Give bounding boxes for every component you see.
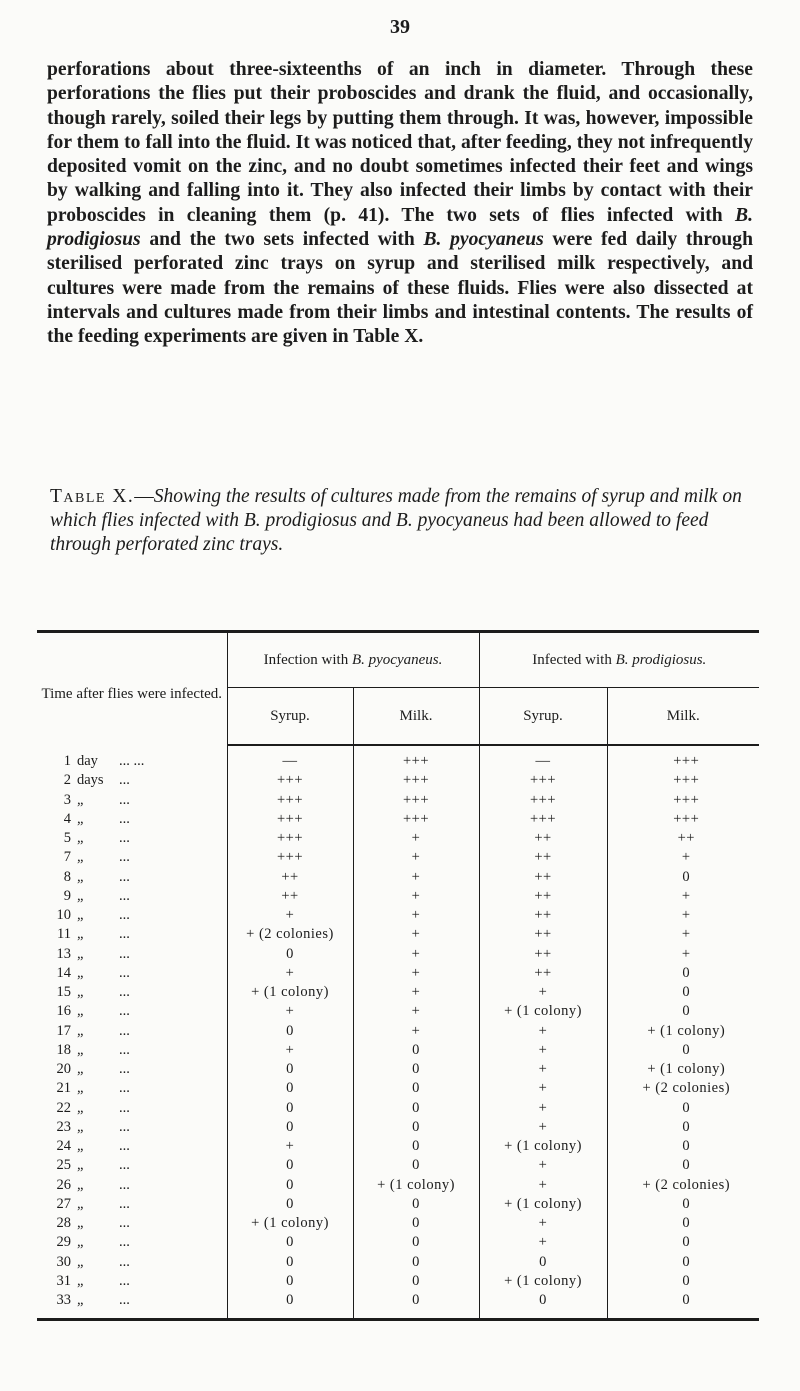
table-row (37, 1214, 759, 1233)
syrup-column-header: Syrup. (227, 688, 353, 746)
time-number: 33 (56, 1292, 71, 1308)
prodigiosus-syrup-cell: + (479, 1079, 607, 1098)
prodigiosus-milk-cell: 0 (607, 1214, 759, 1233)
pyocyaneus-milk-cell: + (353, 829, 479, 848)
time-unit: „ (77, 1080, 84, 1097)
table-row (37, 1156, 759, 1175)
time-cell (37, 964, 227, 983)
time-cell (37, 791, 227, 810)
prodigiosus-syrup-cell: ++ (479, 925, 607, 944)
prodigiosus-syrup-cell: + (1 colony) (479, 1137, 607, 1156)
pyocyaneus-milk-cell: 0 (353, 1137, 479, 1156)
table-row (37, 745, 759, 771)
time-number: 3 (63, 791, 71, 808)
prodigiosus-syrup-cell: +++ (479, 810, 607, 829)
pyocyaneus-syrup-cell: +++ (227, 810, 353, 829)
table-caption (50, 485, 755, 557)
prodigiosus-syrup-cell: + (1 colony) (479, 1002, 607, 1021)
prodigiosus-milk-cell: + (2 colonies) (607, 1176, 759, 1195)
prodigiosus-milk-cell: 0 (607, 1041, 759, 1060)
prodigiosus-milk-cell: + (607, 887, 759, 906)
species-name: B. pyocyaneus (423, 229, 544, 251)
results-table (37, 630, 759, 1321)
leader-dots: ... (119, 964, 130, 981)
prodigiosus-milk-cell: 0 (607, 983, 759, 1002)
time-number: 30 (56, 1253, 71, 1270)
table-row (37, 771, 759, 790)
time-number: 1 (63, 752, 71, 769)
table-row (37, 791, 759, 810)
prodigiosus-syrup-cell: + (479, 1022, 607, 1041)
leader-dots: ... (119, 772, 130, 789)
time-unit: „ (77, 964, 84, 981)
table-row (37, 1060, 759, 1079)
page-number: 39 (390, 16, 410, 38)
prodigiosus-milk-cell: + (607, 925, 759, 944)
leader-dots: ... (119, 849, 130, 866)
time-unit: „ (77, 810, 84, 827)
prodigiosus-syrup-cell: ++ (479, 868, 607, 887)
time-number: 17 (56, 1022, 71, 1039)
prodigiosus-milk-cell: + (607, 945, 759, 964)
paragraph-text-3: were fed daily through sterilised perforated zinc trays on syrup and sterilised milk respectively, and cultures were made from the remains of these fluids. Flies were also dissected at intervals and cultures made from their limbs and intestinal contents. The results of the feeding experiments are given in Table X. (47, 229, 753, 348)
pyocyaneus-syrup-cell: +++ (227, 791, 353, 810)
pyocyaneus-syrup-cell: — (227, 745, 353, 771)
pyocyaneus-syrup-cell: 0 (227, 1156, 353, 1175)
table-row (37, 1291, 759, 1320)
prodigiosus-syrup-cell: + (479, 983, 607, 1002)
time-cell (37, 1118, 227, 1137)
pyocyaneus-syrup-cell: +++ (227, 771, 353, 790)
time-unit: „ (77, 1195, 84, 1212)
prodigiosus-syrup-cell: + (479, 1156, 607, 1175)
pyocyaneus-milk-cell: 0 (353, 1060, 479, 1079)
table-row (37, 906, 759, 925)
pyocyaneus-syrup-cell: + (2 colonies) (227, 925, 353, 944)
prodigiosus-syrup-cell: + (479, 1233, 607, 1252)
prodigiosus-syrup-cell: 0 (479, 1253, 607, 1272)
time-unit: „ (77, 868, 84, 885)
prodigiosus-syrup-cell: ++ (479, 906, 607, 925)
pyocyaneus-milk-cell: 0 (353, 1079, 479, 1098)
leader-dots: ... (119, 791, 130, 808)
pyocyaneus-milk-cell: +++ (353, 745, 479, 771)
time-unit: „ (77, 1157, 84, 1174)
pyocyaneus-syrup-cell: 0 (227, 1233, 353, 1252)
time-number: 20 (56, 1061, 71, 1077)
prodigiosus-milk-cell: ++ (607, 829, 759, 848)
prodigiosus-milk-cell: +++ (607, 791, 759, 810)
time-number: 5 (63, 830, 71, 846)
time-cell (37, 925, 227, 944)
caption-dash: — (134, 486, 154, 507)
prodigiosus-milk-cell: 0 (607, 1253, 759, 1272)
table-row (37, 983, 759, 1002)
time-cell (37, 1022, 227, 1041)
time-unit: „ (77, 1003, 84, 1020)
table-row (37, 1099, 759, 1118)
prodigiosus-milk-cell: 0 (607, 1272, 759, 1291)
time-number: 14 (56, 964, 71, 981)
paragraph-text-1: perforations about three-sixteenths of an inch in diameter. Through these perforations the flies put their proboscides and drank the fluid, and occasionally, though rarely, soiled their legs by putting them through. It was, however, impossible for them to fall into the fluid. It was noticed that, after feeding, they not infrequently deposited vomit on the zinc, and no doubt sometimes infected their feet and wings by walking and falling into it. They also infected their limbs by contact with their proboscides in cleaning them (p. 41). The two sets of flies infected with (47, 59, 753, 226)
time-unit: „ (77, 1022, 84, 1039)
time-number: 26 (56, 1176, 71, 1193)
leader-dots: ... (119, 1292, 130, 1308)
time-number: 21 (56, 1080, 71, 1097)
time-cell (37, 745, 227, 771)
pyocyaneus-syrup-cell: 0 (227, 1195, 353, 1214)
leader-dots: ... (119, 1272, 130, 1289)
group-header-species: B. pyocyaneus. (351, 651, 443, 668)
leader-dots: ... (119, 1061, 130, 1077)
leader-dots: ... (119, 945, 130, 962)
time-cell (37, 1041, 227, 1060)
leader-dots: ... (119, 1215, 130, 1231)
pyocyaneus-milk-cell: +++ (353, 771, 479, 790)
time-unit: „ (77, 926, 84, 943)
species-name: B. prodigiosus (47, 204, 753, 251)
prodigiosus-syrup-cell: + (479, 1214, 607, 1233)
time-number: 8 (63, 868, 71, 885)
table-label: Table X. (50, 486, 135, 507)
table-row (37, 1253, 759, 1272)
time-unit: „ (77, 830, 84, 846)
prodigiosus-milk-cell: + (607, 906, 759, 925)
prodigiosus-syrup-cell: + (479, 1041, 607, 1060)
time-number: 31 (56, 1272, 71, 1289)
table-row (37, 1176, 759, 1195)
time-number: 23 (56, 1118, 71, 1135)
leader-dots: ... (119, 1003, 130, 1020)
time-number: 4 (63, 810, 71, 827)
pyocyaneus-milk-cell: 0 (353, 1214, 479, 1233)
prodigiosus-milk-cell: 0 (607, 1118, 759, 1137)
table-row (37, 1233, 759, 1252)
prodigiosus-syrup-cell: ++ (479, 964, 607, 983)
table-row (37, 1272, 759, 1291)
prodigiosus-syrup-cell: + (479, 1099, 607, 1118)
leader-dots: ... (119, 1022, 130, 1039)
pyocyaneus-syrup-cell: + (227, 1041, 353, 1060)
group-header-prefix: Infection with (263, 651, 352, 668)
pyocyaneus-milk-cell: + (1 colony) (353, 1176, 479, 1195)
time-cell (37, 1060, 227, 1079)
pyocyaneus-syrup-cell: ++ (227, 868, 353, 887)
prodigiosus-syrup-cell: — (479, 745, 607, 771)
pyocyaneus-syrup-cell: 0 (227, 1176, 353, 1195)
leader-dots: ... (119, 1157, 130, 1174)
pyocyaneus-syrup-cell: + (227, 964, 353, 983)
pyocyaneus-milk-cell: + (353, 848, 479, 867)
time-cell (37, 771, 227, 790)
pyocyaneus-milk-cell: + (353, 945, 479, 964)
pyocyaneus-milk-cell: 0 (353, 1253, 479, 1272)
prodigiosus-milk-cell: +++ (607, 810, 759, 829)
pyocyaneus-syrup-cell: ++ (227, 887, 353, 906)
prodigiosus-syrup-cell: + (1 colony) (479, 1195, 607, 1214)
leader-dots: ... (119, 926, 130, 943)
pyocyaneus-syrup-cell: + (1 colony) (227, 983, 353, 1002)
time-cell (37, 906, 227, 925)
time-cell (37, 1002, 227, 1021)
leader-dots: ... (119, 1138, 130, 1154)
leader-dots: ... (119, 1080, 130, 1097)
time-cell (37, 983, 227, 1002)
prodigiosus-milk-cell: +++ (607, 745, 759, 771)
time-number: 28 (56, 1215, 71, 1231)
pyocyaneus-syrup-cell: +++ (227, 829, 353, 848)
prodigiosus-syrup-cell: ++ (479, 887, 607, 906)
prodigiosus-syrup-cell: + (479, 1118, 607, 1137)
pyocyaneus-milk-cell: + (353, 983, 479, 1002)
time-unit: days (77, 772, 104, 789)
time-cell (37, 810, 227, 829)
time-cell (37, 1291, 227, 1320)
time-unit: „ (77, 1176, 84, 1193)
time-unit: „ (77, 1253, 84, 1270)
time-unit: „ (77, 984, 84, 1000)
prodigiosus-group-header (479, 632, 759, 688)
time-cell (37, 848, 227, 867)
leader-dots: ... (119, 1041, 130, 1058)
body-paragraph (47, 58, 753, 350)
time-number: 15 (56, 984, 71, 1000)
leader-dots: ... (119, 1234, 130, 1251)
table-row (37, 829, 759, 848)
time-unit: day (77, 752, 98, 769)
time-cell (37, 1195, 227, 1214)
leader-dots: ... ... (119, 752, 145, 769)
time-unit: „ (77, 945, 84, 962)
pyocyaneus-milk-cell: + (353, 964, 479, 983)
prodigiosus-milk-cell: 0 (607, 1195, 759, 1214)
caption-text: Showing the results of cultures made from the remains of syrup and milk on which flies infected with B. prodigiosus and B. pyocyaneus had been allowed to feed through perforated zinc trays. (50, 486, 742, 555)
time-unit: „ (77, 1234, 84, 1251)
milk-column-header: Milk. (353, 688, 479, 746)
milk-column-header: Milk. (607, 688, 759, 746)
prodigiosus-syrup-cell: +++ (479, 791, 607, 810)
table-row (37, 1079, 759, 1098)
prodigiosus-milk-cell: 0 (607, 1233, 759, 1252)
time-cell (37, 945, 227, 964)
prodigiosus-milk-cell: 0 (607, 868, 759, 887)
syrup-column-header: Syrup. (479, 688, 607, 746)
time-number: 22 (56, 1099, 71, 1116)
time-cell (37, 1272, 227, 1291)
table-row (37, 945, 759, 964)
time-number: 18 (56, 1041, 71, 1058)
leader-dots: ... (119, 907, 130, 923)
pyocyaneus-milk-cell: +++ (353, 791, 479, 810)
time-number: 11 (57, 926, 71, 943)
leader-dots: ... (119, 984, 130, 1000)
prodigiosus-milk-cell: + (607, 848, 759, 867)
leader-dots: ... (119, 1195, 130, 1212)
pyocyaneus-syrup-cell: + (227, 906, 353, 925)
time-cell (37, 868, 227, 887)
time-cell (37, 1176, 227, 1195)
table-row (37, 1137, 759, 1156)
pyocyaneus-syrup-cell: 0 (227, 1272, 353, 1291)
leader-dots: ... (119, 1176, 130, 1193)
time-unit: „ (77, 1272, 84, 1289)
table-row (37, 1022, 759, 1041)
table-body (37, 745, 759, 1320)
pyocyaneus-syrup-cell: + (1 colony) (227, 1214, 353, 1233)
time-number: 29 (56, 1234, 71, 1251)
time-cell (37, 1233, 227, 1252)
pyocyaneus-syrup-cell: 0 (227, 1253, 353, 1272)
time-number: 10 (56, 907, 71, 923)
table-row (37, 810, 759, 829)
pyocyaneus-milk-cell: + (353, 887, 479, 906)
prodigiosus-milk-cell: + (1 colony) (607, 1060, 759, 1079)
pyocyaneus-milk-cell: 0 (353, 1156, 479, 1175)
prodigiosus-syrup-cell: ++ (479, 945, 607, 964)
time-number: 27 (56, 1195, 71, 1212)
prodigiosus-milk-cell: + (2 colonies) (607, 1079, 759, 1098)
table-row (37, 1002, 759, 1021)
time-column-header: Time after flies were infected. (41, 686, 223, 702)
time-cell (37, 1099, 227, 1118)
prodigiosus-milk-cell: 0 (607, 1137, 759, 1156)
time-number: 7 (63, 849, 71, 866)
leader-dots: ... (119, 810, 130, 827)
prodigiosus-syrup-cell: 0 (479, 1291, 607, 1320)
time-cell (37, 1156, 227, 1175)
pyocyaneus-milk-cell: + (353, 1022, 479, 1041)
table-row (37, 887, 759, 906)
prodigiosus-milk-cell: +++ (607, 771, 759, 790)
time-number: 25 (56, 1157, 71, 1174)
pyocyaneus-milk-cell: + (353, 868, 479, 887)
time-number: 13 (56, 945, 71, 962)
prodigiosus-milk-cell: 0 (607, 1291, 759, 1320)
prodigiosus-milk-cell: 0 (607, 1002, 759, 1021)
pyocyaneus-syrup-cell: 0 (227, 1118, 353, 1137)
pyocyaneus-milk-cell: 0 (353, 1233, 479, 1252)
table-row (37, 1195, 759, 1214)
table-row (37, 964, 759, 983)
pyocyaneus-milk-cell: 0 (353, 1291, 479, 1320)
pyocyaneus-group-header (227, 632, 479, 688)
leader-dots: ... (119, 868, 130, 885)
pyocyaneus-milk-cell: 0 (353, 1041, 479, 1060)
pyocyaneus-milk-cell: + (353, 925, 479, 944)
time-unit: „ (77, 1215, 84, 1231)
time-cell (37, 1214, 227, 1233)
prodigiosus-milk-cell: 0 (607, 1156, 759, 1175)
prodigiosus-milk-cell: + (1 colony) (607, 1022, 759, 1041)
pyocyaneus-milk-cell: 0 (353, 1099, 479, 1118)
leader-dots: ... (119, 830, 130, 846)
time-number: 16 (56, 1003, 71, 1020)
time-cell (37, 829, 227, 848)
prodigiosus-syrup-cell: ++ (479, 829, 607, 848)
pyocyaneus-syrup-cell: + (227, 1137, 353, 1156)
table-row (37, 868, 759, 887)
time-cell (37, 887, 227, 906)
pyocyaneus-milk-cell: + (353, 1002, 479, 1021)
pyocyaneus-milk-cell: + (353, 906, 479, 925)
time-unit: „ (77, 1061, 84, 1077)
prodigiosus-syrup-cell: + (479, 1176, 607, 1195)
time-unit: „ (77, 887, 84, 904)
pyocyaneus-syrup-cell: 0 (227, 1022, 353, 1041)
group-header-prefix: Infected with (532, 651, 616, 668)
prodigiosus-syrup-cell: ++ (479, 848, 607, 867)
time-cell (37, 1253, 227, 1272)
table-row (37, 1041, 759, 1060)
pyocyaneus-syrup-cell: 0 (227, 1060, 353, 1079)
leader-dots: ... (119, 1253, 130, 1270)
results-table-container (37, 630, 759, 1321)
pyocyaneus-syrup-cell: 0 (227, 945, 353, 964)
time-unit: „ (77, 1041, 84, 1058)
time-unit: „ (77, 1138, 84, 1154)
time-unit: „ (77, 1118, 84, 1135)
time-unit: „ (77, 849, 84, 866)
table-row (37, 1118, 759, 1137)
pyocyaneus-syrup-cell: 0 (227, 1079, 353, 1098)
time-unit: „ (77, 1292, 84, 1308)
time-cell (37, 1079, 227, 1098)
pyocyaneus-milk-cell: 0 (353, 1272, 479, 1291)
leader-dots: ... (119, 1118, 130, 1135)
prodigiosus-milk-cell: 0 (607, 964, 759, 983)
table-row (37, 925, 759, 944)
pyocyaneus-milk-cell: 0 (353, 1195, 479, 1214)
pyocyaneus-syrup-cell: + (227, 1002, 353, 1021)
pyocyaneus-syrup-cell: +++ (227, 848, 353, 867)
paragraph-text-2: and the two sets infected with (140, 229, 424, 251)
pyocyaneus-milk-cell: +++ (353, 810, 479, 829)
prodigiosus-syrup-cell: + (479, 1060, 607, 1079)
pyocyaneus-milk-cell: 0 (353, 1118, 479, 1137)
time-unit: „ (77, 907, 84, 923)
group-header-species: B. prodigiosus. (615, 651, 707, 668)
time-cell (37, 1137, 227, 1156)
pyocyaneus-syrup-cell: 0 (227, 1099, 353, 1118)
pyocyaneus-syrup-cell: 0 (227, 1291, 353, 1320)
time-number: 2 (63, 772, 71, 789)
prodigiosus-milk-cell: 0 (607, 1099, 759, 1118)
time-number: 24 (56, 1138, 71, 1154)
prodigiosus-syrup-cell: +++ (479, 771, 607, 790)
time-number: 9 (63, 887, 71, 904)
leader-dots: ... (119, 887, 130, 904)
table-row (37, 848, 759, 867)
time-unit: „ (77, 791, 84, 808)
time-unit: „ (77, 1099, 84, 1116)
prodigiosus-syrup-cell: + (1 colony) (479, 1272, 607, 1291)
leader-dots: ... (119, 1099, 130, 1116)
